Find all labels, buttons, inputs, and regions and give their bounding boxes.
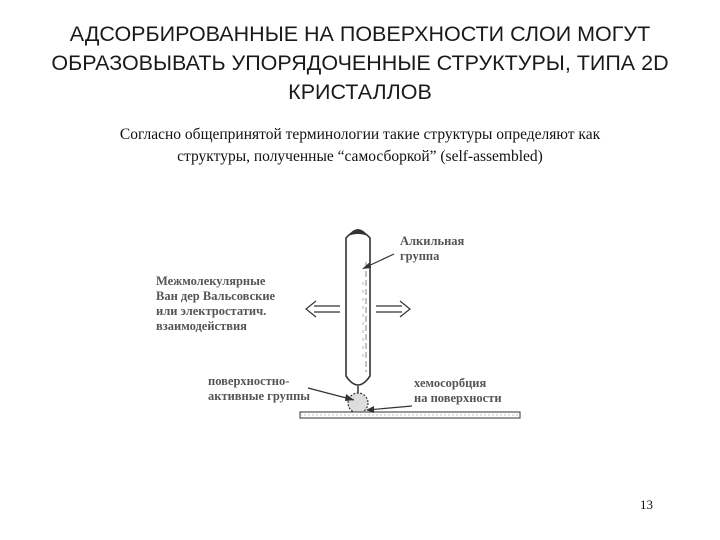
slide-title <box>20 20 700 107</box>
title-line-2: ОБРАЗОВЫВАТЬ УПОРЯДОЧЕННЫЕ СТРУКТУРЫ, ТИПА 2D <box>51 51 669 75</box>
self-assembly-diagram <box>150 222 530 437</box>
vdw-label-line: или электростатич. <box>156 304 267 318</box>
chemisorption-label <box>414 376 502 406</box>
page-number: 13 <box>640 497 653 512</box>
title-line-3: КРИСТАЛЛОВ <box>288 80 432 104</box>
right-double-arrow <box>376 301 410 317</box>
left-double-arrow <box>306 301 340 317</box>
chemisorption-label-line: хемосорбция <box>414 376 487 390</box>
chemisorption-label-line: на поверхности <box>414 391 502 405</box>
alkyl-group-label <box>400 234 464 264</box>
alkyl-label-line: группа <box>400 249 440 263</box>
vdw-interactions-label <box>156 274 275 334</box>
surface-active-groups-label <box>208 374 310 404</box>
vdw-label-line: Ван дер Вальсовские <box>156 289 276 303</box>
alkyl-label-line: Алкильная <box>400 234 465 248</box>
slide-subtitle <box>60 124 660 168</box>
head-group <box>348 393 368 413</box>
subtitle-line-2: структуры, полученные “самосборкой” (self-assembled) <box>177 148 543 165</box>
surface-active-label-line: активные группы <box>208 389 311 403</box>
vdw-label-line: Межмолекулярные <box>156 274 266 288</box>
title-line-1: АДСОРБИРОВАННЫЕ НА ПОВЕРХНОСТИ СЛОИ МОГУТ <box>69 22 651 46</box>
surface-active-label-line: поверхностно- <box>208 374 290 388</box>
subtitle-line-1: Согласно общепринятой терминологии такие структуры определяют как <box>119 126 601 143</box>
vdw-label-line: взаимодействия <box>156 319 247 333</box>
